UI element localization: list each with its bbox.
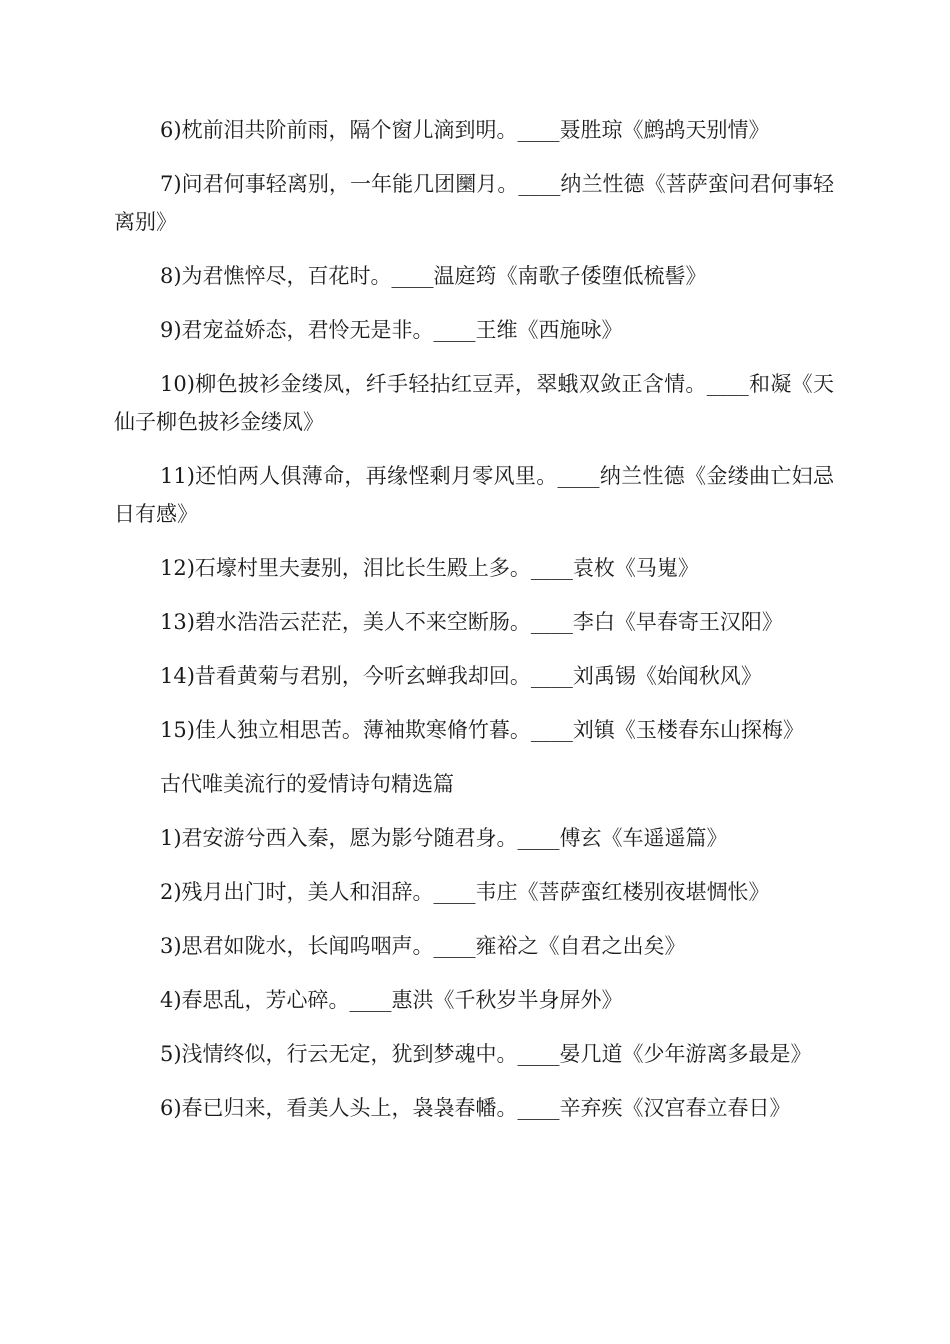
poem-line-3: 3)思君如陇水，长闻呜咽声。____雍裕之《自君之出矣》 [160, 934, 686, 958]
document-body [114, 111, 834, 1143]
poem-line-2: 2)残月出门时，美人和泪辞。____韦庄《菩萨蛮红楼别夜堪惆怅》 [160, 880, 770, 904]
poem-line-10: 10)柳色披衫金缕凤，纤手轻拈红豆弄，翠蛾双敛正含情。____和凝《天仙子柳色披衫金缕凤》 [114, 372, 834, 434]
poem-line-6: 6)枕前泪共阶前雨，隔个窗儿滴到明。____聂胜琼《鹧鸪天别情》 [160, 118, 770, 142]
poem-line-12: 12)石壕村里夫妻别，泪比长生殿上多。____袁枚《马嵬》 [160, 556, 699, 580]
poem-line-5: 5)浅情终似，行云无定，犹到梦魂中。____晏几道《少年游离多最是》 [160, 1042, 812, 1066]
poem-line-8: 8)为君憔悴尽，百花时。____温庭筠《南歌子倭堕低梳髻》 [160, 264, 707, 288]
poem-line-7: 7)问君何事轻离别，一年能几团圞月。____纳兰性德《菩萨蛮问君何事轻离别》 [114, 172, 834, 234]
poem-line-11: 11)还怕两人俱薄命，再缘悭剩月零风里。____纳兰性德《金缕曲亡妇忌日有感》 [114, 464, 834, 526]
poem-line-14: 14)昔看黄菊与君别，今听玄蝉我却回。____刘禹锡《始闻秋风》 [160, 664, 762, 688]
poem-line-4: 4)春思乱，芳心碎。____惠洪《千秋岁半身屏外》 [160, 988, 623, 1012]
poem-line-9: 9)君宠益娇态，君怜无是非。____王维《西施咏》 [160, 318, 623, 342]
poem-line-13: 13)碧水浩浩云茫茫，美人不来空断肠。____李白《早春寄王汉阳》 [160, 610, 783, 634]
poem-line-15: 15)佳人独立相思苦。薄袖欺寒脩竹暮。____刘镇《玉楼春东山探梅》 [160, 718, 804, 742]
section-heading: 古代唯美流行的爱情诗句精选篇 [160, 772, 454, 796]
poem-line-1: 1)君安游兮西入秦，愿为影兮随君身。____傅玄《车遥遥篇》 [160, 826, 728, 850]
poem-line-6b: 6)春已归来，看美人头上，袅袅春幡。____辛弃疾《汉宫春立春日》 [160, 1096, 791, 1120]
